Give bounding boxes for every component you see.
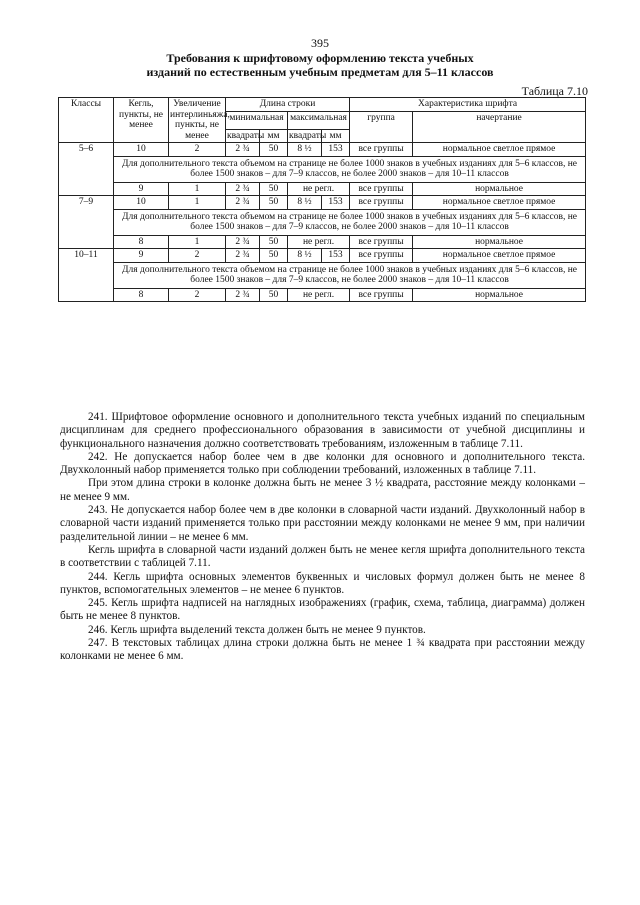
cell-classes: 10–11 — [59, 249, 114, 302]
cell-note: Для дополнительного текста объемом на странице не более 1000 знаков в учебных изданиях для 5–6 классов, не более 1500 знаков – для 7–9 классов, не более 2000 знаков – для 10–11 классов — [114, 156, 586, 182]
cell-max-mm: 153 — [322, 143, 350, 157]
cell-group: все группы — [350, 182, 413, 196]
paragraph: 246. Кегль шрифта выделений текста должен быть не менее 9 пунктов. — [88, 623, 426, 636]
header-size: Кегль, пункты, не менее — [114, 98, 169, 143]
table-label: Таблица 7.10 — [521, 84, 588, 98]
cell-min-mm: 50 — [260, 182, 288, 196]
cell-min-mm: 50 — [260, 196, 288, 210]
cell-min-mm: 50 — [260, 249, 288, 263]
paragraph: 243. Не допускается набор более чем в две колонки в словарной части изданий. Двухколонный набор в словарной части изданий применяется только при расстоянии между колонками не менее 9 мм, при наличии разделительной линии – не менее 6 мм. — [60, 504, 585, 543]
cell-leading: 1 — [169, 235, 226, 249]
paragraph: 244. Кегль шрифта основных элементов буквенных и числовых формул должен быть не менее 8 пунктов, вспомогательных элементов – не менее 6 пунктов. — [60, 570, 585, 596]
table-row — [59, 182, 586, 196]
cell-leading: 2 — [169, 249, 226, 263]
cell-group: все группы — [350, 196, 413, 210]
header-max-mm: мм — [322, 129, 350, 143]
requirements-table — [58, 97, 586, 302]
paragraph: Кегль шрифта в словарной части изданий должен быть не менее кегля шрифта дополнительного текста в соответствии с таблицей 7.11. — [60, 543, 585, 570]
cell-min-squares: 2 ¾ — [226, 143, 260, 157]
cell-size: 9 — [114, 182, 169, 196]
header-leading: Увеличение интерлиньяжа, пункты, не менее — [170, 99, 230, 141]
page-number: 395 — [311, 36, 329, 50]
cell-style: нормальное светлое прямое — [413, 249, 586, 263]
cell-note: Для дополнительного текста объемом на странице не более 1000 знаков в учебных изданиях для 5–6 классов, не более 1500 знаков – для 7–9 классов, не более 2000 знаков – для 10–11 классов — [114, 262, 586, 288]
cell-min-squares: 2 ¾ — [226, 196, 260, 210]
cell-size: 8 — [114, 235, 169, 249]
cell-max-squares: 8 ½ — [288, 196, 322, 210]
table-note-row — [59, 156, 586, 182]
table-row — [59, 288, 586, 302]
cell-max-mm: 153 — [322, 196, 350, 210]
header-line-length: Длина строки — [226, 98, 350, 112]
cell-min-mm: 50 — [260, 288, 288, 302]
cell-max-mm: 153 — [322, 249, 350, 263]
cell-max: не регл. — [288, 235, 350, 249]
cell-style: нормальное — [413, 235, 586, 249]
cell-leading: 1 — [169, 196, 226, 210]
cell-style: нормальное светлое прямое — [413, 196, 586, 210]
cell-max-squares: 8 ½ — [288, 143, 322, 157]
header-min-squares: квадраты — [227, 130, 265, 141]
paragraph: 247. В текстовых таблицах длина строки должна быть не менее 1 ¾ квадрата при расстоянии между колонками не менее 6 мм. — [60, 637, 585, 663]
cell-min-squares: 2 ¾ — [226, 288, 260, 302]
title-line-2: изданий по естественным учебным предметам для 5–11 классов — [146, 65, 494, 79]
cell-note: Для дополнительного текста объемом на странице не более 1000 знаков в учебных изданиях для 5–6 классов, не более 1500 знаков – для 7–9 классов, не более 2000 знаков – для 10–11 классов — [114, 209, 586, 235]
table-row — [59, 235, 586, 249]
paragraph: 241. Шрифтовое оформление основного и дополнительного текста учебных изданий по специальным дисциплинам для среднего профессионального образования в зависимости от учебной дисциплины и функционального назначения должно соответствовать требованиям, изложенным в таблице 7.11. — [60, 411, 585, 450]
header-group: группа — [350, 111, 413, 143]
header-classes: Классы — [59, 98, 114, 143]
table-note-row — [59, 262, 586, 288]
paragraph: 242. Не допускается набор более чем в две колонки для основного и дополнительного текста. Двухколонный набор применяется только при соблюдении требований, изложенных в таблице 7.11. — [60, 450, 585, 477]
table-row — [59, 143, 586, 157]
cell-min-mm: 50 — [260, 143, 288, 157]
cell-leading: 2 — [169, 288, 226, 302]
body-text — [60, 411, 585, 664]
cell-max-squares: 8 ½ — [288, 249, 322, 263]
paragraph: При этом длина строки в колонке должна быть не менее 3 ½ квадрата, расстояние между колонками – не менее 9 мм. — [60, 477, 585, 503]
table-row — [59, 196, 586, 210]
cell-classes: 7–9 — [59, 196, 114, 249]
cell-size: 9 — [114, 249, 169, 263]
header-font-characteristics: Характеристика шрифта — [350, 98, 586, 112]
header-max-squares: квадраты — [289, 130, 327, 141]
cell-min-squares: 2 ¾ — [226, 182, 260, 196]
cell-size: 10 — [114, 143, 169, 157]
cell-group: все группы — [350, 143, 413, 157]
cell-size: 10 — [114, 196, 169, 210]
cell-min-squares: 2 ¾ — [226, 235, 260, 249]
cell-style: нормальное — [413, 182, 586, 196]
table-note-row — [59, 209, 586, 235]
cell-size: 8 — [114, 288, 169, 302]
cell-classes: 5–6 — [59, 143, 114, 196]
header-style: начертание — [413, 111, 586, 143]
cell-style: нормальное светлое прямое — [413, 143, 586, 157]
table-row — [59, 249, 586, 263]
header-min: минимальная — [226, 111, 288, 129]
cell-max: не регл. — [288, 182, 350, 196]
document-title — [60, 51, 580, 79]
cell-style: нормальное — [413, 288, 586, 302]
cell-group: все группы — [350, 288, 413, 302]
cell-max: не регл. — [288, 288, 350, 302]
paragraph: 245. Кегль шрифта надписей на наглядных изображениях (график, схема, таблица, диаграмма) должен быть не менее 8 пунктов. — [60, 597, 585, 623]
header-max: максимальная — [288, 111, 350, 129]
title-line-1: Требования к шрифтовому оформлению текста учебных — [166, 51, 474, 65]
cell-group: все группы — [350, 235, 413, 249]
cell-group: все группы — [350, 249, 413, 263]
cell-leading: 1 — [169, 182, 226, 196]
cell-min-mm: 50 — [260, 235, 288, 249]
header-min-mm: мм — [260, 129, 288, 143]
cell-leading: 2 — [169, 143, 226, 157]
cell-min-squares: 2 ¾ — [226, 249, 260, 263]
